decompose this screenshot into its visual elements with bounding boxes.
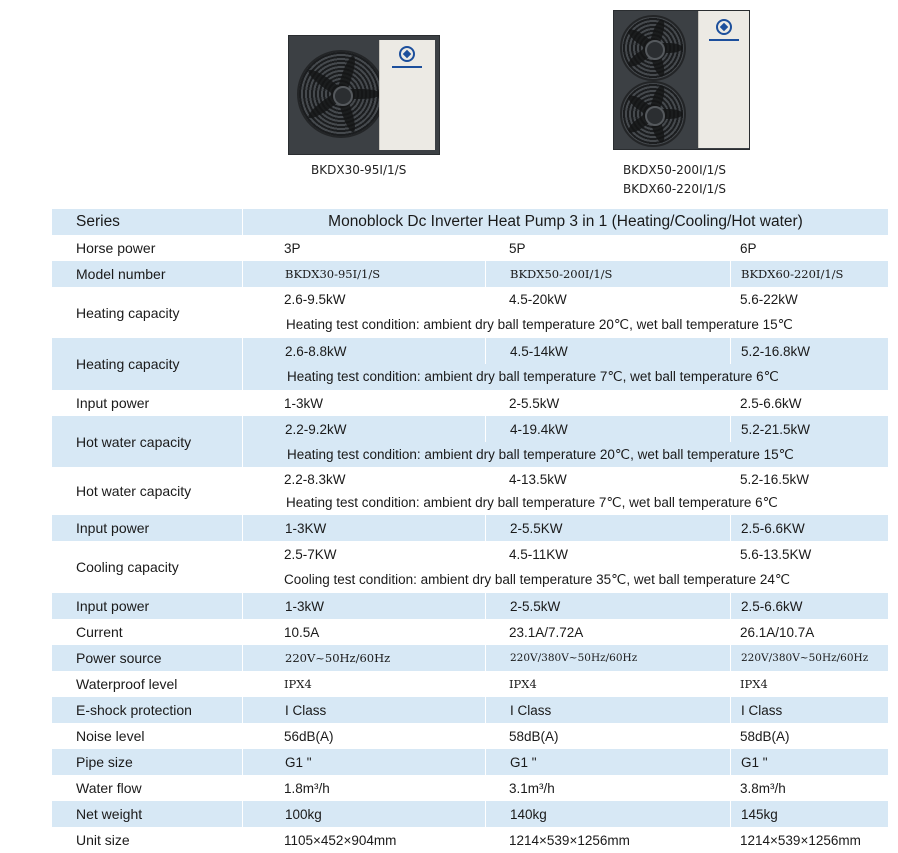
table-row [52,593,888,619]
cell: 3P [284,240,301,256]
cell: 1-3kW [284,395,324,411]
fan-icon [297,50,385,138]
table-row [52,645,888,671]
table-row [52,619,888,645]
test-condition-note: Heating test condition: ambient dry ball temperature 7℃, wet ball temperature 6℃ [286,495,778,510]
table-row [52,390,888,416]
cell: 2.5-6.6kW [740,395,802,411]
test-condition-note: Heating test condition: ambient dry ball temperature 7℃, wet ball temperature 6℃ [242,364,888,390]
cell: 1214×539×1256mm [509,832,630,848]
cell: 3.1m³/h [509,780,555,796]
cell: 5.2-21.5kW [730,416,888,442]
test-condition-note: Heating test condition: ambient dry ball temperature 20℃, wet ball temperature 15℃ [286,317,793,332]
heat-pump-unit-small [288,35,440,155]
front-panel [698,11,749,148]
cell: 1.8m³/h [284,780,330,796]
cell: 23.1A/7.72A [509,624,584,640]
row-label: Input power [76,598,150,614]
cell: 5.2-16.5kW [740,471,810,487]
row-label: Waterproof level [76,676,178,692]
cell: 10.5A [284,624,320,640]
row-label: Cooling capacity [76,559,179,575]
cell: 220V/380V~50Hz/60Hz [485,645,730,671]
product-caption: BKDX50-200I/1/S [623,163,726,177]
product-caption: BKDX30-95I/1/S [311,163,407,177]
cell: 2.5-6.6KW [730,515,888,541]
cell: 2.5-6.6kW [730,593,888,619]
cell: G1 " [485,749,730,775]
row-label: Hot water capacity [76,483,192,499]
row-label: Heating capacity [76,356,180,372]
cell: 5.2-16.8kW [730,338,888,364]
cell: 1-3kW [242,593,485,619]
cell: I Class [730,697,888,723]
cell: 2-5.5kW [485,593,730,619]
row-label: E-shock protection [76,702,192,718]
cell: I Class [242,697,485,723]
cell: 145kg [730,801,888,827]
cell: 220V~50Hz/60Hz [242,645,485,671]
cell: 56dB(A) [284,728,334,744]
cell: 2.6-9.5kW [284,292,346,307]
row-label: Horse power [76,240,156,256]
cell: 4-19.4kW [485,416,730,442]
cell: 1214×539×1256mm [740,832,861,848]
cell: 4.5-14kW [485,338,730,364]
test-condition-note: Cooling test condition: ambient dry ball temperature 35℃, wet ball temperature 24℃ [284,572,791,587]
cell: 1-3KW [242,515,485,541]
cell: 4.5-11KW [509,546,569,562]
cell: 100kg [242,801,485,827]
series-value: Monoblock Dc Inverter Heat Pump 3 in 1 (Heating/Cooling/Hot water) [242,209,888,235]
cell: 2.6-8.8kW [242,338,485,364]
table-row [52,749,888,775]
cell: 3.8m³/h [740,780,786,796]
cell: 2.5-7KW [284,546,337,562]
row-label: Current [76,624,123,640]
cell: BKDX50-200I/1/S [485,261,730,287]
brand-logo-icon [716,19,732,35]
cell: IPX4 [740,677,768,691]
table-row [52,827,888,853]
cell: BKDX60-220I/1/S [730,261,888,287]
cell: G1 " [730,749,888,775]
row-label: Power source [76,650,162,666]
table-row [52,775,888,801]
cell: 58dB(A) [509,728,559,744]
series-row [52,209,888,235]
front-panel [379,40,435,150]
heat-pump-unit-large [613,10,750,150]
cell: 1105×452×904mm [284,832,397,848]
cell: 140kg [485,801,730,827]
row-label: Unit size [76,832,130,848]
cell: 2-5.5kW [509,395,560,411]
cell: 2.2-9.2kW [242,416,485,442]
cell: 5.6-22kW [740,292,798,307]
row-label: Input power [76,520,150,536]
table-row [52,515,888,541]
cell: 2-5.5KW [485,515,730,541]
table-row [52,235,888,261]
table-row [52,697,888,723]
table-row [52,723,888,749]
cell: G1 " [242,749,485,775]
row-label: Pipe size [76,754,133,770]
row-label: Net weight [76,806,143,822]
series-label: Series [52,209,242,235]
row-label: Water flow [76,780,142,796]
row-label: Noise level [76,728,145,744]
table-row [52,338,888,364]
cell: IPX4 [284,677,312,691]
cell: 220V/380V~50Hz/60Hz [730,645,888,671]
cell: BKDX30-95I/1/S [242,261,485,287]
test-condition-note: Heating test condition: ambient dry ball temperature 20℃, wet ball temperature 15℃ [242,442,888,467]
table-row [52,261,888,287]
row-label: Model number [76,266,166,282]
cell: 26.1A/10.7A [740,624,815,640]
spec-table [52,209,888,853]
fan-icon [620,15,686,81]
table-row [52,801,888,827]
table-row [52,416,888,442]
cell: I Class [485,697,730,723]
cell: 4.5-20kW [509,292,567,307]
table-row [52,671,888,697]
row-label: Heating capacity [76,304,180,321]
cell: 5P [509,240,526,256]
cell: 4-13.5kW [509,471,567,487]
row-label: Input power [76,395,150,411]
row-label: Hot water capacity [76,433,192,450]
cell: 58dB(A) [740,728,790,744]
table-row [52,467,888,491]
fan-icon [620,81,686,147]
cell: 2.2-8.3kW [284,471,346,487]
product-caption: BKDX60-220I/1/S [623,182,726,196]
brand-logo-icon [399,46,415,62]
cell: IPX4 [509,677,537,691]
cell: 5.6-13.5KW [740,546,812,562]
table-row [52,287,888,312]
cell: 6P [740,240,757,256]
table-row [52,541,888,567]
